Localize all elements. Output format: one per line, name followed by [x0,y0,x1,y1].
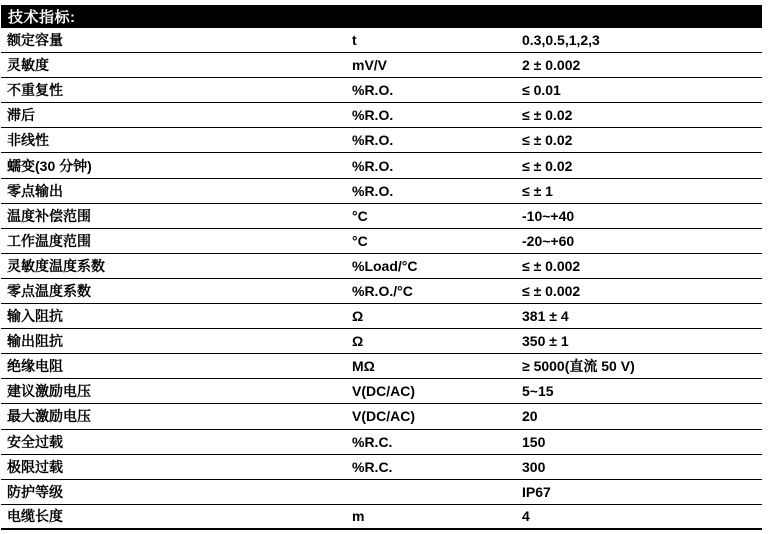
row-value: -10~+40 [522,207,575,224]
row-unit: Ω [352,308,364,325]
row-parameter-label: 滞后 [7,107,35,124]
row-parameter-label: 防护等级 [7,483,63,500]
table-row [1,128,762,153]
row-value: 381 ± 4 [522,308,569,325]
section-title: 技术指标: [8,9,76,26]
row-parameter-label: 建议激励电压 [7,383,91,400]
row-unit: m [352,508,365,525]
table-row [1,179,762,204]
row-unit: mV/V [352,57,388,74]
row-value: ≤ ± 1 [522,182,553,199]
row-parameter-label: 输出阻抗 [7,333,63,350]
section-header-bar [1,5,762,28]
table-row [1,404,762,429]
row-unit: %R.O. [352,82,394,99]
row-parameter-label: 工作温度范围 [7,232,91,249]
row-parameter-label: 输入阻抗 [7,308,63,325]
row-value: 2 ± 0.002 [522,57,581,74]
row-parameter-label: 电缆长度 [7,508,63,525]
row-value: ≤ ± 0.02 [522,132,573,149]
row-value: 0.3,0.5,1,2,3 [522,32,600,49]
row-value: ≤ 0.01 [522,82,561,99]
table-row [1,304,762,329]
table-row [1,505,762,530]
row-unit: °C [352,207,368,224]
table-row [1,28,762,53]
spec-table [1,28,762,530]
row-parameter-label: 零点输出 [7,182,63,199]
table-row [1,279,762,304]
row-parameter-label: 极限过载 [7,458,63,475]
table-row [1,254,762,279]
row-value: 20 [522,408,538,425]
table-row [1,204,762,229]
row-value: ≥ 5000(直流 50 V) [522,358,635,375]
row-value: ≤ ± 0.02 [522,107,573,124]
row-value: -20~+60 [522,232,575,249]
row-parameter-label: 蠕变(30 分钟) [7,157,92,174]
row-value: 4 [522,508,530,525]
row-parameter-label: 非线性 [7,132,49,149]
row-value: IP67 [522,483,551,500]
table-row [1,153,762,178]
row-parameter-label: 绝缘电阻 [7,358,63,375]
row-unit: MΩ [352,358,375,375]
row-unit: V(DC/AC) [352,408,415,425]
row-unit: V(DC/AC) [352,383,415,400]
table-row [1,53,762,78]
table-row [1,354,762,379]
row-unit: %R.C. [352,458,393,475]
row-parameter-label: 灵敏度 [7,57,49,74]
row-unit: °C [352,232,368,249]
row-value: 5~15 [522,383,554,400]
row-unit: %R.O. [352,182,394,199]
row-value: ≤ ± 0.002 [522,282,581,299]
table-row [1,229,762,254]
row-parameter-label: 最大激励电压 [7,408,91,425]
table-row [1,78,762,103]
row-parameter-label: 零点温度系数 [7,282,91,299]
table-row [1,379,762,404]
row-parameter-label: 温度补偿范围 [7,207,91,224]
row-parameter-label: 额定容量 [7,32,63,49]
table-row [1,455,762,480]
table-row [1,480,762,505]
row-unit: %R.O. [352,132,394,149]
row-value: ≤ ± 0.002 [522,257,581,274]
table-row [1,329,762,354]
row-unit: %R.O. [352,157,394,174]
table-row [1,430,762,455]
row-value: 350 ± 1 [522,333,569,350]
row-unit: %R.O./°C [352,282,413,299]
table-row [1,103,762,128]
row-unit: t [352,32,357,49]
row-value: 150 [522,433,546,450]
row-unit: %R.C. [352,433,393,450]
row-unit: %Load/°C [352,257,418,274]
row-parameter-label: 安全过载 [7,433,63,450]
row-unit: Ω [352,333,364,350]
row-value: ≤ ± 0.02 [522,157,573,174]
row-parameter-label: 灵敏度温度系数 [7,257,105,274]
row-unit: %R.O. [352,107,394,124]
row-value: 300 [522,458,546,475]
row-parameter-label: 不重复性 [7,82,63,99]
